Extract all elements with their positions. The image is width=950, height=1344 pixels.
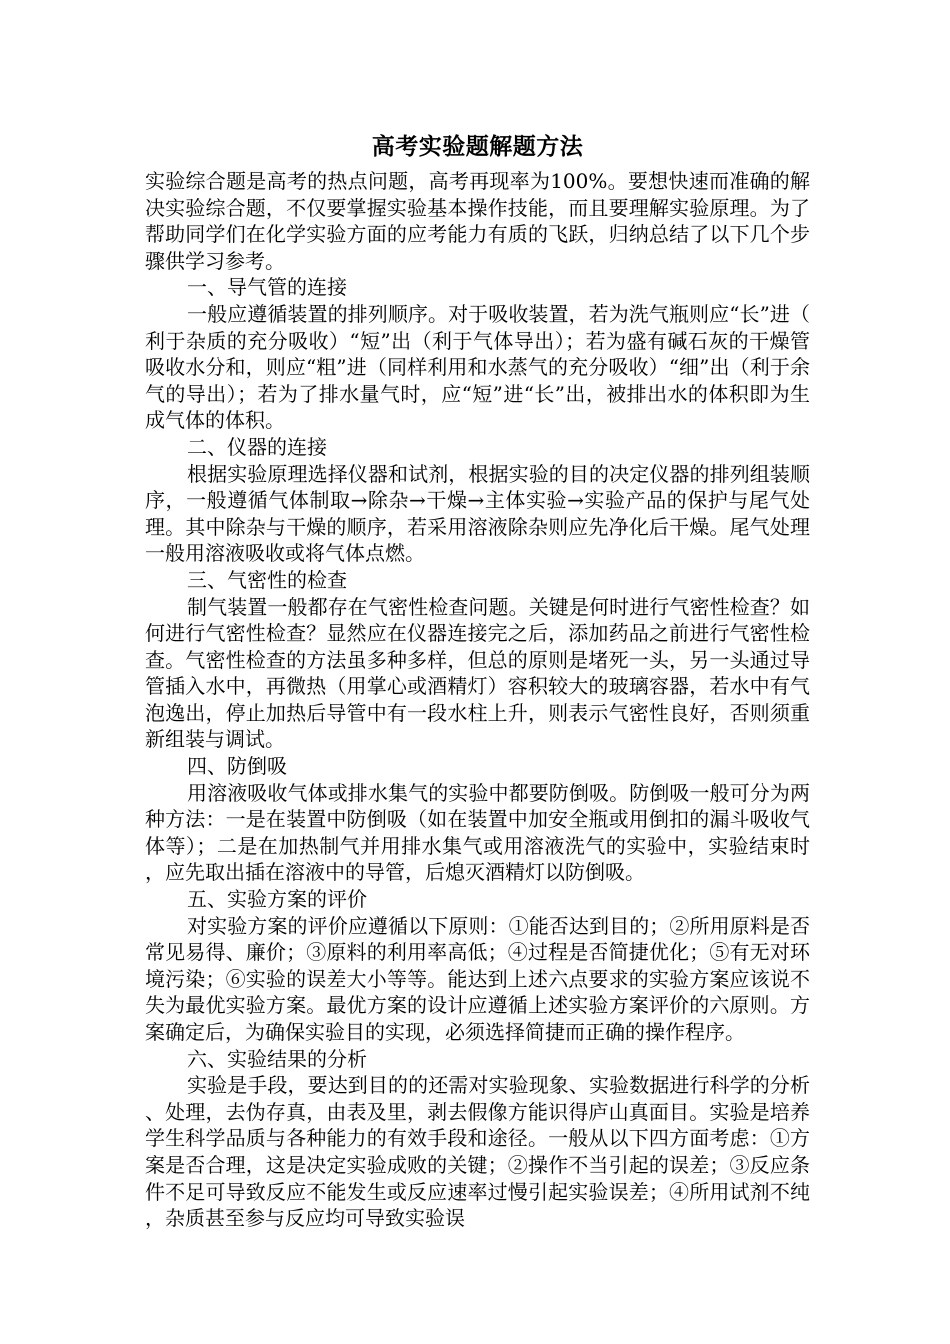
section-body-4: 用溶液吸收气体或排水集气的实验中都要防倒吸。防倒吸一般可分为两种方法：一是在装置中防倒吸（如在装置中加安全瓶或用倒扣的漏斗吸收气体等）；二是在加热制气并用排水集气或用溶液洗气的实验中，实验结束时，应先取出插在溶液中的导管，后熄灭酒精灯以防倒吸。 [145, 780, 810, 885]
section-heading-6: 六、实验结果的分析 [187, 1046, 367, 1071]
section-body-5: 对实验方案的评价应遵循以下原则：①能否达到目的；②所用原料是否常见易得、廉价；③原料的利用率高低；④过程是否简捷优化；⑤有无对环境污染；⑥实验的误差大小等等。能达到上述六点要求的实验方案应该说不失为最优实验方案。最优方案的设计应遵循上述实验方案评价的六原则。方案确定后，为确保实验目的实现，必须选择简捷而正确的操作程序。 [145, 913, 810, 1044]
document-title: 高考实验题解题方法 [371, 133, 584, 160]
document-page [145, 128, 810, 1232]
intro-paragraph: 实验综合题是高考的热点问题，高考再现率为100%。要想快速而准确的解决实验综合题，不仅要掌握实验基本操作技能，而且要理解实验原理。为了帮助同学们在化学实验方面的应考能力有质的飞跃，归纳总结了以下几个步骤供学习参考。 [145, 169, 810, 273]
section-heading-2: 二、仪器的连接 [187, 434, 327, 459]
section-heading-5: 五、实验方案的评价 [187, 887, 367, 912]
section-heading-1: 一、导气管的连接 [187, 275, 347, 300]
section-body-6: 实验是手段，要达到目的的还需对实验现象、实验数据进行科学的分析、处理，去伪存真，由表及里，剥去假像方能识得庐山真面目。实验是培养学生科学品质与各种能力的有效手段和途径。一般从以下四方面考虑：①方案是否合理，这是决定实验成败的关键；②操作不当引起的误差；③反应条件不足可导致反应不能发生或反应速率过慢引起实验误差；④所用试剂不纯，杂质甚至参与反应均可导致实验误 [145, 1073, 810, 1231]
section-body-1: 一般应遵循装置的排列顺序。对于吸收装置，若为洗气瓶则应“长”进（利于杂质的充分吸收）“短”出（利于气体导出）；若为盛有碱石灰的干燥管吸收水分和，则应“粗”进（同样利用和水蒸气的充分吸收）“细”出（利于余气的导出）；若为了排水量气时，应“短”进“长”出，被排出水的体积即为生成气体的体积。 [145, 301, 810, 433]
section-heading-4: 四、防倒吸 [187, 754, 287, 779]
section-body-3: 制气装置一般都存在气密性检查问题。关键是何时进行气密性检查？如何进行气密性检查？显然应在仪器连接完之后，添加药品之前进行气密性检查。气密性检查的方法虽多种多样，但总的原则是堵死一头，另一头通过导管插入水中，再微热（用掌心或酒精灯）容积较大的玻璃容器，若水中有气泡逸出，停止加热后导管中有一段水柱上升，则表示气密性良好，否则须重新组装与调试。 [145, 594, 810, 752]
section-body-2: 根据实验原理选择仪器和试剂，根据实验的目的决定仪器的排列组装顺序，一般遵循气体制取→除杂→干燥→主体实验→实验产品的保护与尾气处理。其中除杂与干燥的顺序，若采用溶液除杂则应先净化后干燥。尾气处理一般用溶液吸收或将气体点燃。 [145, 461, 810, 566]
section-heading-3: 三、气密性的检查 [187, 567, 347, 592]
